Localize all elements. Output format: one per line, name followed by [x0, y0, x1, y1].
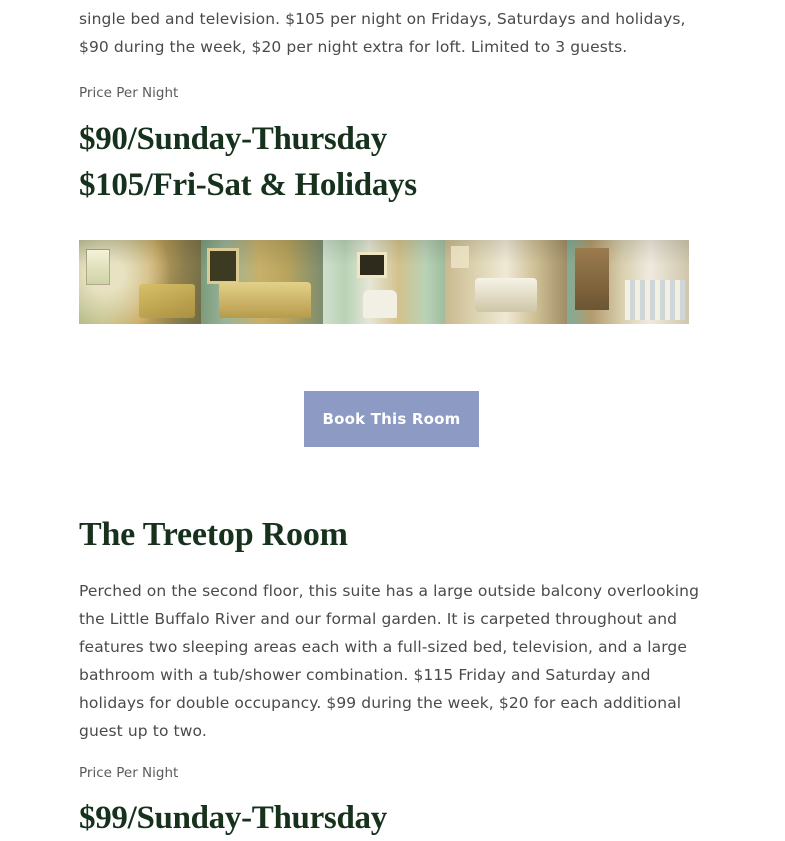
room-one-price-weekday: $90/Sunday-Thursday — [79, 121, 387, 157]
room-two-description: Perched on the second floor, this suite has a large outside balcony overlooking the Little Buffalo River and our formal garden. It is carpeted throughout and features two sleeping areas each with a full-sized bed, television, and a large bathroom with a tub/shower combination. $115 Friday and Saturday and holidays for double occupancy. $99 during the week, $20 for each additional guest up to two. — [79, 582, 700, 740]
room-photo-5[interactable] — [567, 240, 689, 324]
room-one-price-label: Price Per Night — [79, 85, 179, 101]
room-one-description: single bed and television. $105 per night on Fridays, Saturdays and holidays, $90 during the week, $20 per night extra for loft. Limited to 3 guests. — [79, 10, 686, 56]
room-photo-3[interactable] — [323, 240, 445, 324]
room-two-title: The Treetop Room — [79, 516, 348, 553]
room-photo-1[interactable] — [79, 240, 201, 324]
room-two-price-weekday: $99/Sunday-Thursday — [79, 800, 387, 836]
room-photo-2[interactable] — [201, 240, 323, 324]
room-one-gallery — [79, 240, 689, 324]
book-this-room-button[interactable]: Book This Room — [304, 391, 479, 447]
page-content — [79, 0, 704, 841]
room-one-price-weekend: $105/Fri-Sat & Holidays — [79, 167, 417, 203]
book-button-wrapper — [79, 391, 704, 447]
room-photo-4[interactable] — [445, 240, 567, 324]
room-two-price-label: Price Per Night — [79, 765, 179, 781]
